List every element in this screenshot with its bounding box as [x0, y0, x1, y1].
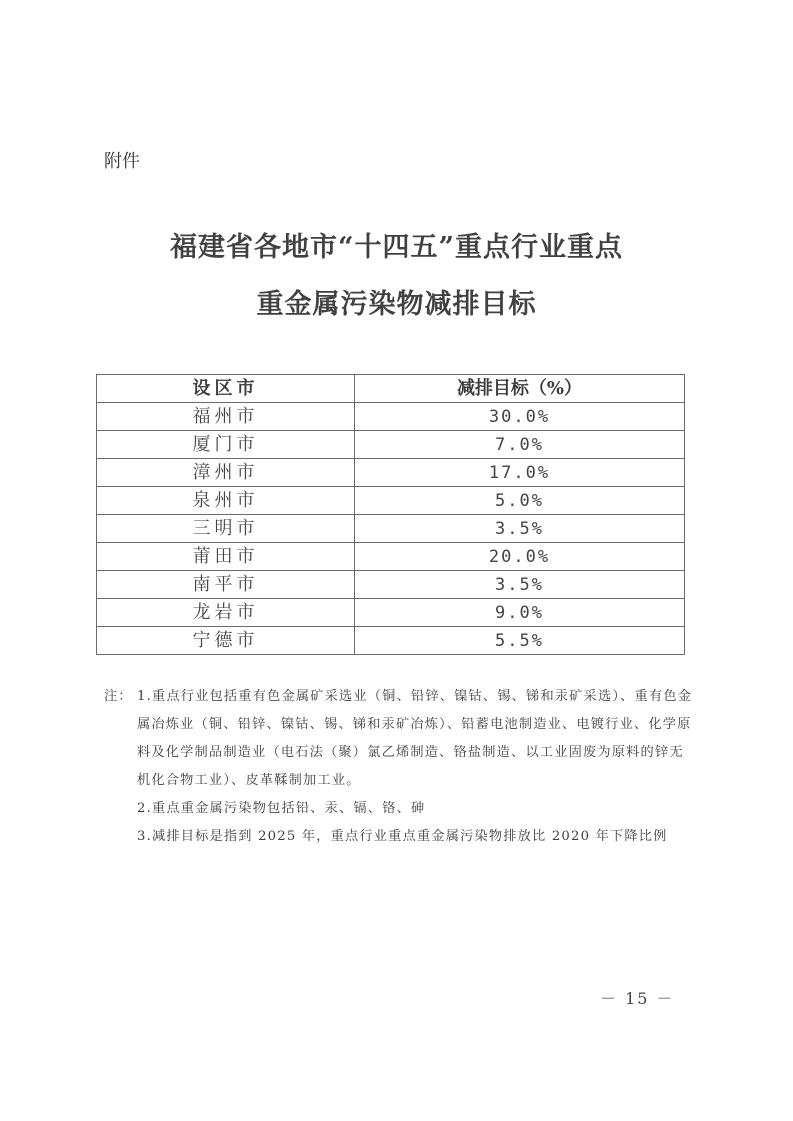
city-cell: 宁德市	[97, 627, 355, 655]
table-row	[97, 627, 685, 655]
target-cell: 17.0%	[355, 459, 685, 487]
note-text: 2.重点重金属污染物包括铅、汞、镉、铬、砷	[137, 801, 426, 816]
target-cell: 3.5%	[355, 571, 685, 599]
note-item-2	[104, 795, 694, 823]
column-header-target: 减排目标（%）	[355, 375, 685, 403]
attachment-label: 附件	[104, 151, 140, 172]
target-cell: 30.0%	[355, 403, 685, 431]
table-row	[97, 403, 685, 431]
column-header-city: 设区市	[97, 375, 355, 403]
emission-target-table	[96, 374, 685, 655]
target-cell: 5.0%	[355, 487, 685, 515]
city-cell: 泉州市	[97, 487, 355, 515]
table-row	[97, 515, 685, 543]
note-text: 3.减排目标是指到 2025 年，重点行业重点重金属污染物排放比 2020 年下降比例	[137, 829, 668, 844]
table-row	[97, 571, 685, 599]
table-row	[97, 431, 685, 459]
city-cell: 三明市	[97, 515, 355, 543]
notes-section	[104, 683, 694, 851]
document-title-line-1: 福建省各地市“十四五”重点行业重点	[169, 232, 624, 263]
table-row	[97, 459, 685, 487]
page-number: － 15 －	[600, 989, 675, 1008]
notes-label: 注：	[104, 689, 133, 704]
city-cell: 龙岩市	[97, 599, 355, 627]
table-row	[97, 599, 685, 627]
note-item-1	[104, 683, 694, 795]
table-row	[97, 543, 685, 571]
target-cell: 20.0%	[355, 543, 685, 571]
city-cell: 福州市	[97, 403, 355, 431]
city-cell: 南平市	[97, 571, 355, 599]
city-cell: 厦门市	[97, 431, 355, 459]
note-text: 1.重点行业包括重有色金属矿采选业（铜、铅锌、镍钴、锡、锑和汞矿采选）、重有色金属冶炼业（铜、铅锌、镍钴、锡、锑和汞矿冶炼）、铅蓄电池制造业、电镀行业、化学原料及化学制品制造业（电石法（聚）氯乙烯制造、铬盐制造、以工业固废为原料的锌无机化合物工业）、皮革鞣制加工业。	[137, 689, 693, 788]
target-cell: 5.5%	[355, 627, 685, 655]
note-item-3	[104, 823, 694, 851]
target-cell: 3.5%	[355, 515, 685, 543]
city-cell: 莆田市	[97, 543, 355, 571]
table-header-row	[97, 375, 685, 403]
target-cell: 7.0%	[355, 431, 685, 459]
target-cell: 9.0%	[355, 599, 685, 627]
city-cell: 漳州市	[97, 459, 355, 487]
table-row	[97, 487, 685, 515]
document-title-line-2: 重金属污染物减排目标	[256, 289, 537, 320]
